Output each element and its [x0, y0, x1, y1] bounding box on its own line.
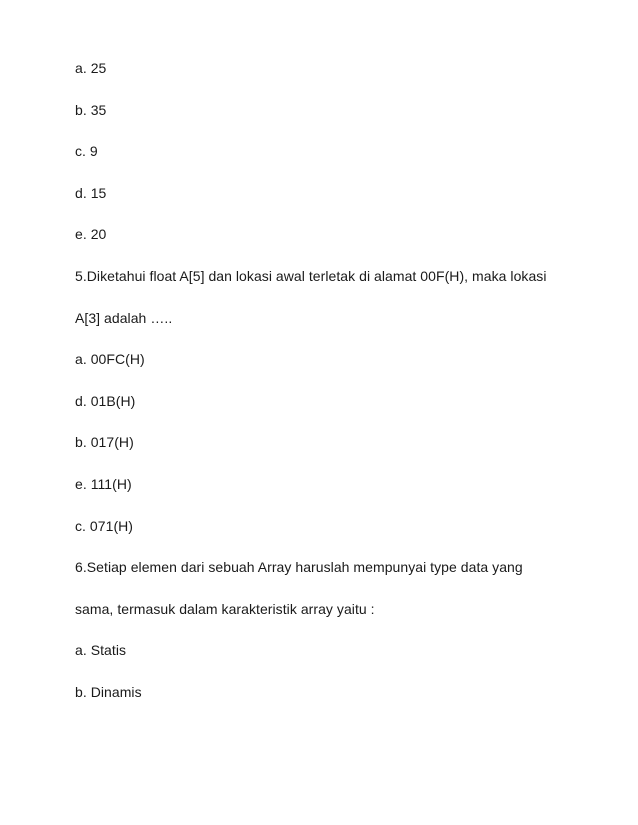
question-text: sama, termasuk dalam karakteristik array yaitu : [75, 600, 375, 617]
answer-option: a. Statis [75, 642, 127, 659]
answer-option: d. 15 [75, 184, 107, 201]
answer-option: b. 017(H) [75, 434, 134, 451]
answer-option: c. 9 [75, 143, 98, 160]
question-text: 5.Diketahui float A[5] dan lokasi awal terletak di alamat 00F(H), maka lokasi [75, 267, 547, 284]
document-body [75, 60, 575, 726]
answer-option: e. 111(H) [75, 475, 132, 492]
answer-option: a. 25 [75, 60, 107, 76]
answer-option: a. 00FC(H) [75, 351, 145, 368]
answer-option: b. Dinamis [75, 683, 142, 700]
question-text: A[3] adalah ….. [75, 309, 173, 326]
answer-option: d. 01B(H) [75, 392, 136, 409]
answer-option: e. 20 [75, 226, 107, 243]
question-text: 6.Setiap elemen dari sebuah Array haruslah mempunyai type data yang [75, 559, 523, 576]
answer-option: c. 071(H) [75, 517, 134, 534]
answer-option: b. 35 [75, 101, 107, 118]
